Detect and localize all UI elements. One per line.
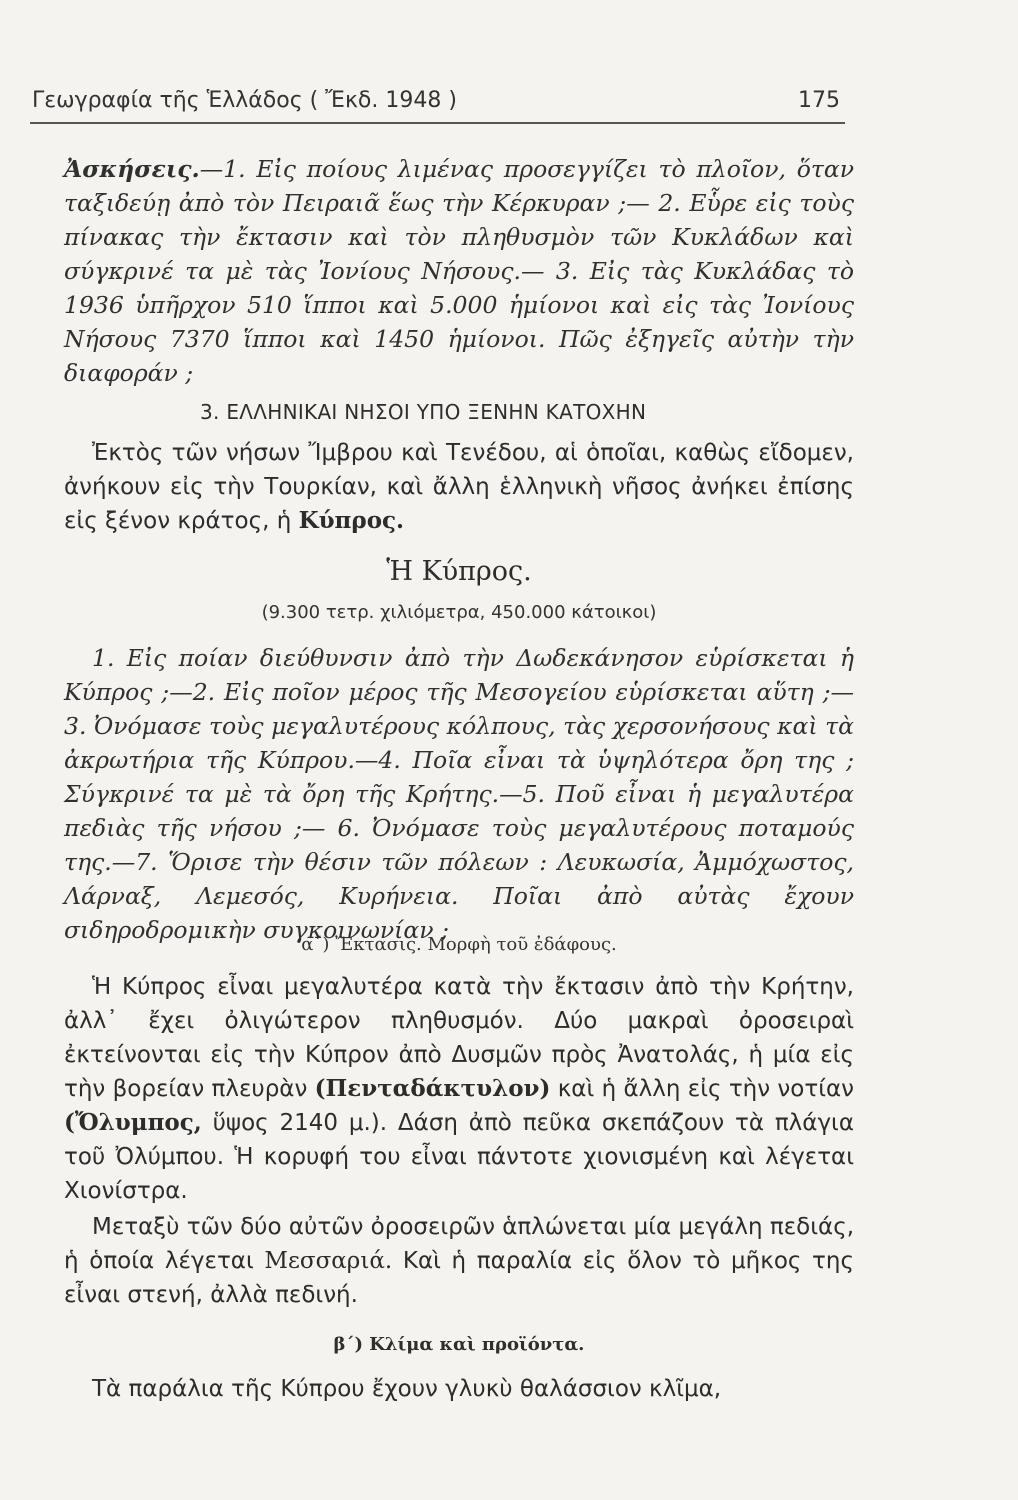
section-intro-emph: Κύπρος.: [298, 507, 405, 534]
section-intro: [64, 436, 854, 538]
cyprus-exercises: 1. Εἰς ποίαν διεύθυνσιν ἀπὸ τὴν Δωδεκάνησον εὑρίσκεται ἡ Κύπρος ;—2. Εἰς ποῖον μέρος τῆς Μεσογείου εὑρίσκεται αὕτη ;—3. Ὀνόμασε τοὺς μεγαλυτέρους κόλπους, τὰς χερσονήσους καὶ τὰ ἀκρωτήρια τῆς Κύπρου.—4. Ποῖα εἶναι τὰ ὑψηλότερα ὄρη της ; Σύγκρινέ τα μὲ τὰ ὄρη τῆς Κρήτης.—5. Ποῦ εἶναι ἡ μεγαλυτέρα πεδιὰς τῆς νήσου ;— 6. Ὀνόμασε τοὺς μεγαλυτέρους ποταμούς της.—7. Ὅρισε τὴν θέσιν τῶν πόλεων : Λευκωσία, Ἀμμόχωστος, Λάρναξ, Λεμεσός, Κυρήνεια. Ποῖαι ἀπὸ αὐτὰς ἔχουν σιδηροδρομικὴν συγκοινωνίαν ;: [64, 644, 854, 944]
sub-a-p1-text-c: ὕψος 2140 μ.). Δάση ἀπὸ πεῦκα σκεπάζουν τὰ πλάγια τοῦ Ὀλύμπου. Ἡ κορυφή του εἶναι πάντοτε χιονισμένη καὶ λέγεται Χιονίστρα.: [64, 1110, 854, 1204]
subsection-b-title: β΄) Κλίμα καὶ προϊόντα.: [333, 1334, 585, 1355]
sub-a-p2-text-b: Καὶ ἡ παραλία εἰς ὅλον τὸ μῆκος της εἶναι στενή, ἀλλὰ πεδινή.: [64, 1248, 854, 1308]
olympos-emph: (Ὄλυμπος,: [64, 1109, 202, 1136]
running-title: Γεωγραφία τῆς Ἑλλάδος ( Ἔκδ. 1948 ): [32, 88, 457, 113]
subsection-b-paragraph-1: Τὰ παράλια τῆς Κύπρου ἔχουν γλυκὺ θαλάσσιον κλῖμα,: [92, 1376, 722, 1402]
sub-a-p1-text-b: καὶ ἡ ἄλλη εἰς τὴν νοτίαν: [550, 1076, 854, 1102]
section-title: 3. ΕΛΛΗΝΙΚΑΙ ΝΗΣΟΙ ΥΠΟ ΞΕΝΗΝ ΚΑΤΟΧΗΝ: [200, 400, 647, 424]
cyprus-title: Ἡ Κύπρος.: [386, 556, 532, 587]
subsection-a-title: α΄) Ἔκτασις. Μορφὴ τοῦ ἐδάφους.: [301, 934, 617, 955]
exercises-paragraph: [64, 152, 854, 390]
messaria-emph: Μεσσαριά.: [264, 1248, 393, 1274]
exercises-lead: Ἀσκήσεις.: [64, 155, 200, 183]
subsection-a-paragraph-1: [64, 970, 854, 1208]
subsection-a-paragraph-2: [64, 1210, 854, 1312]
page-number: 175: [798, 88, 840, 113]
exercises-text: —1. Εἰς ποίους λιμένας προσεγγίζει τὸ πλοῖον, ὅταν ταξιδεύῃ ἀπὸ τὸν Πειραιᾶ ἕως τὴν Κέρκυραν ;— 2. Εὗρε εἰς τοὺς πίνακας τὴν ἔκτασιν καὶ τὸν πληθυσμὸν τῶν Κυκλάδων καὶ σύγκρινέ τα μὲ τὰς Ἰονίους Νήσους.— 3. Εἰς τὰς Κυκλάδας τὸ 1936 ὑπῆρχον 510 ἵπποι καὶ 5.000 ἡμίονοι καὶ εἰς τὰς Ἰονίους Νήσους 7370 ἵπποι καὶ 1450 ἡμίονοι. Πῶς ἐξηγεῖς αὐτὴν τὴν διαφοράν ;: [64, 155, 854, 387]
section-intro-text: Ἐκτὸς τῶν νήσων Ἴμβρου καὶ Τενέδου, αἱ ὁποῖαι, καθὼς εἴδομεν, ἀνήκουν εἰς τὴν Τουρκίαν, καὶ ἄλλη ἑλληνικὴ νῆσος ἀνήκει ἐπίσης εἰς ξένον κράτος, ἡ: [64, 440, 854, 534]
pentadaktylos-emph: (Πενταδάκτυλον): [314, 1075, 551, 1102]
sub-a-p1-text-a: Ἡ Κύπρος εἶναι μεγαλυτέρα κατὰ τὴν ἔκτασιν ἀπὸ τὴν Κρήτην, ἀλλ᾽ ἔχει ὀλιγώτερον πληθυσμόν. Δύο μακραὶ ὀροσειραὶ ἐκτείνονται εἰς τὴν Κύπρον ἀπὸ Δυσμῶν πρὸς Ἀνατολάς, ἡ μία εἰς τὴν βορείαν πλευρὰν: [64, 974, 854, 1102]
cyprus-stats: (9.300 τετρ. χιλιόμετρα, 450.000 κάτοικοι): [261, 602, 657, 623]
running-header: [32, 88, 840, 113]
header-rule: [30, 122, 845, 124]
sub-a-p2-text-a: Μεταξὺ τῶν δύο αὐτῶν ὀροσειρῶν ἁπλώνεται μία μεγάλη πεδιάς, ἡ ὁποία λέγεται: [64, 1214, 854, 1274]
